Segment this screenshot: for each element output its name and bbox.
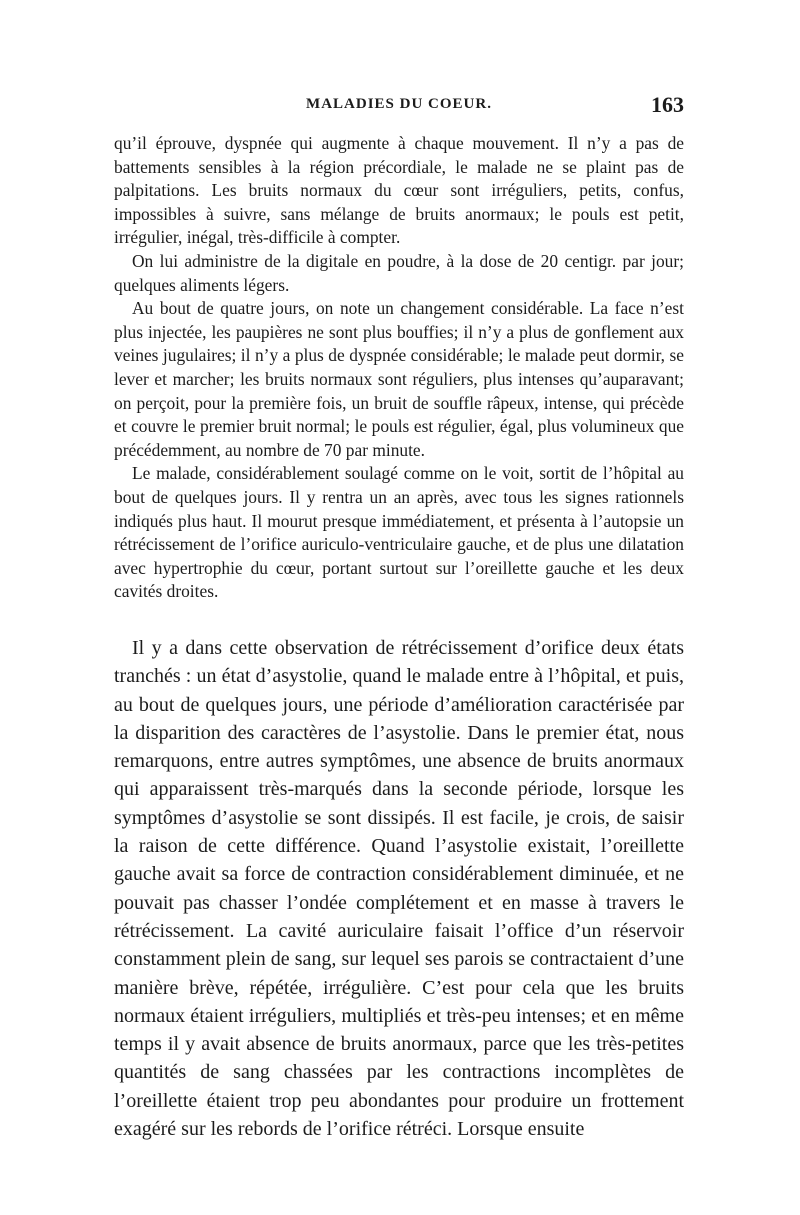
running-title: MALADIES DU COEUR. [306,96,492,112]
paragraph-continuation: qu’il éprouve, dyspnée qui augmente à chaque mouvement. Il n’y a pas de battements sensibles à la région précordiale, le malade ne se plaint pas de palpitations. Les bruits normaux du cœur sont irréguliers, petits, confus, impossibles à suivre, sans mélange de bruits anormaux; le pouls est petit, irrégulier, inégal, très-difficile à compter. [114,133,684,248]
paragraph-outcome: Le malade, considérablement soulagé comme on le voit, sortit de l’hôpital au bout de quelques jours. Il y rentra un an après, avec tous les signes rationnels indiqués plus haut. Il mourut presque immédiatement, et présenta à l’autopsie un rétrécissement de l’orifice auriculo-ventriculaire gauche, et de plus une dilatation avec hypertrophie du cœur, portant surtout sur l’oreillette gauche et les deux cavités droites. [114,463,684,602]
paragraph-commentary: Il y a dans cette observation de rétrécissement d’orifice deux états tranchés : un état d’asystolie, quand le malade entre à l’hôpital, et puis, au bout de quelques jours, une période d’amélioration caractérisée par la disparition des caractères de l’asystolie. Dans le premier état, nous remarquons, entre autres symptômes, une absence de bruits anormaux qui apparaissent très-marqués dans la seconde période, lorsque les symptômes d’asystolie se sont dissipés. Il est facile, je crois, de saisir la raison de cette différence. Quand l’asystolie existait, l’oreillette gauche avait sa force de contraction considérablement diminuée, et ne pouvait pas chasser l’ondée complétement et en masse à travers le rétrécissement. La cavité auriculaire faisait l’office d’un réservoir constamment plein de sang, sur lequel ses parois se contractaient d’une manière brève, répétée, irrégulière. C’est pour cela que les bruits normaux étaient irréguliers, multipliés et très-peu intenses; et en même temps il y avait absence de bruits anormaux, parce que les très-petites quantités de sang chassées par les contractions incomplètes de l’oreillette étaient trop peu abondantes pour produire un frottement exagéré sur les rebords de l’orifice rétréci. Lorsque ensuite [114,637,684,1141]
case-observation-text [114,132,684,604]
page-number: 163 [651,92,684,117]
paragraph-treatment: On lui administre de la digitale en poudre, à la dose de 20 centigr. par jour; quelques aliments légers. [114,250,684,295]
page-header [114,92,684,122]
paragraph-improvement: Au bout de quatre jours, on note un changement considérable. La face n’est plus injectée, les paupières ne sont plus bouffies; il n’y a plus de gonflement aux veines jugulaires; il n’y a plus de dyspnée considérable; le malade peut dormir, se lever et marcher; les bruits normaux sont réguliers, plus intenses qu’auparavant; on perçoit, pour la première fois, un bruit de souffle râpeux, intense, qui précède et couvre le premier bruit normal; le pouls est régulier, égal, plus volumineux que précédemment, au nombre de 70 par minute. [114,298,684,460]
commentary-text [114,634,684,1143]
